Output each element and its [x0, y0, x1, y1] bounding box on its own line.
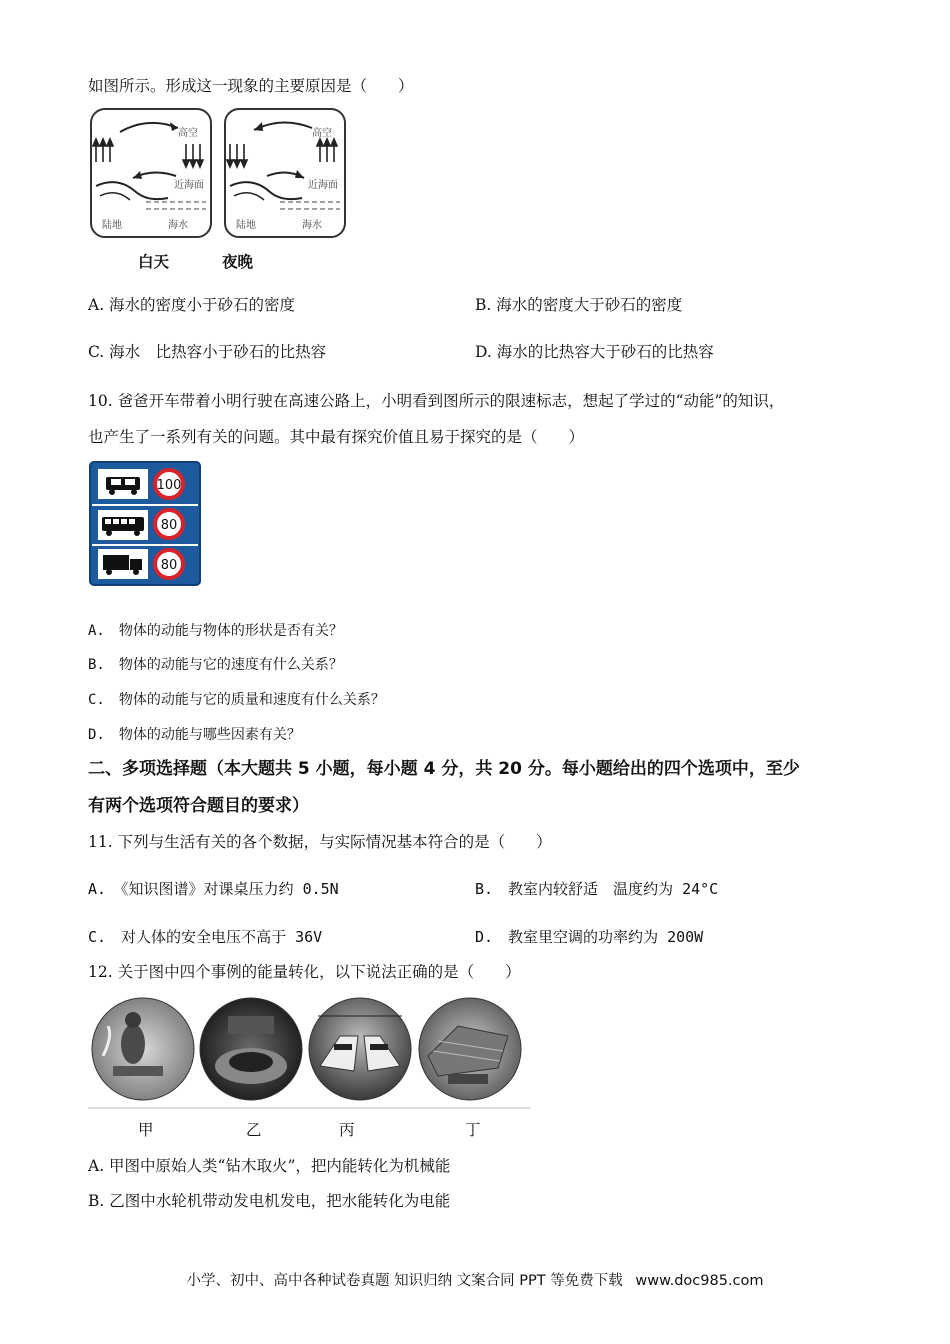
q12-option-b: B. 乙图中水轮机带动发电机发电，把水能转化为电能: [88, 1192, 451, 1210]
energy-examples-figure: [88, 996, 530, 1111]
caption-day: 白天: [138, 253, 170, 271]
svg-text:高空: 高空: [178, 128, 198, 139]
up-arrows-right: [317, 139, 337, 162]
photo-jia: [92, 998, 194, 1100]
down-arrows-right: [183, 144, 203, 167]
q10-option-a: A. 物体的动能与物体的形状是否有关？: [88, 623, 343, 639]
day-panel: [91, 109, 211, 237]
down-arrows-left: [227, 144, 247, 167]
sign-row-truck: [98, 549, 183, 579]
sign-row-car: [98, 469, 183, 499]
svg-text:80: 80: [160, 558, 178, 573]
q11-option-b: B. 教室内较舒适 温度约为 24°C: [475, 880, 719, 898]
q9-stem-tail: 如图所示。形成这一现象的主要原因是（ ）: [88, 77, 414, 95]
sign-row-bus: [98, 510, 183, 540]
q9-option-c: C. 海水 比热容小于砂石的比热容: [88, 343, 327, 361]
svg-text:100: 100: [156, 478, 182, 493]
q9-option-b: B. 海水的密度大于砂石的密度: [475, 296, 683, 314]
photo-ding: [419, 998, 521, 1100]
sea-breeze-figure: [88, 106, 348, 241]
q11-option-a: A. 《知识图谱》对课桌压力约 0.5N: [88, 880, 339, 898]
svg-text:近海面: 近海面: [174, 180, 204, 191]
page-footer: [0, 1269, 950, 1290]
q10-stem-line2: 也产生了一系列有关的问题。其中最有探究价值且易于探究的是（ ）: [88, 428, 585, 446]
svg-text:陆地: 陆地: [102, 220, 122, 231]
svg-text:80: 80: [160, 518, 178, 533]
up-arrows-left: [93, 139, 113, 162]
q12-stem: 12. 关于图中四个事例的能量转化，以下说法正确的是（ ）: [88, 963, 521, 981]
caption-jia: 甲: [138, 1121, 154, 1139]
night-panel: [225, 109, 345, 237]
speed-limit-sign: [89, 461, 201, 586]
svg-text:陆地: 陆地: [236, 220, 256, 231]
footer-text: 小学、初中、高中各种试卷真题 知识归纳 文案合同 PPT 等免费下载: [186, 1273, 623, 1289]
caption-yi: 乙: [246, 1121, 262, 1139]
q12-option-a: A. 甲图中原始人类“钻木取火”，把内能转化为机械能: [88, 1157, 451, 1175]
svg-text:海水: 海水: [302, 220, 322, 231]
footer-url[interactable]: www.doc985.com: [635, 1273, 764, 1289]
q11-option-d: D. 教室里空调的功率约为 200W: [475, 928, 704, 946]
svg-text:海水: 海水: [168, 220, 188, 231]
q9-option-a: A. 海水的密度小于砂石的密度: [88, 296, 296, 314]
section2-heading-line1: 二、多项选择题（本大题共 5 小题，每小题 4 分，共 20 分。每小题给出的四个选项中，至少: [88, 759, 800, 779]
caption-ding: 丁: [465, 1121, 481, 1139]
q10-option-d: D. 物体的动能与哪些因素有关？: [88, 727, 301, 743]
caption-bing: 丙: [339, 1121, 355, 1139]
caption-night: 夜晚: [222, 253, 254, 271]
photo-yi: [200, 998, 302, 1100]
q11-stem: 11. 下列与生活有关的各个数据，与实际情况基本符合的是（ ）: [88, 833, 552, 851]
section2-heading-line2: 有两个选项符合题目的要求）: [88, 796, 309, 816]
photo-bing: [309, 998, 411, 1100]
q10-stem-line1: 10. 爸爸开车带着小明行驶在高速公路上，小明看到图所示的限速标志，想起了学过的“动能”的知识，: [88, 392, 785, 410]
q10-option-c: C. 物体的动能与它的质量和速度有什么关系？: [88, 692, 385, 708]
q11-option-c: C. 对人体的安全电压不高于 36V: [88, 928, 323, 946]
q9-option-d: D. 海水的比热容大于砂石的比热容: [475, 343, 714, 361]
svg-text:近海面: 近海面: [308, 180, 338, 191]
q10-option-b: B. 物体的动能与它的速度有什么关系？: [88, 657, 343, 673]
svg-text:高空: 高空: [312, 128, 332, 139]
